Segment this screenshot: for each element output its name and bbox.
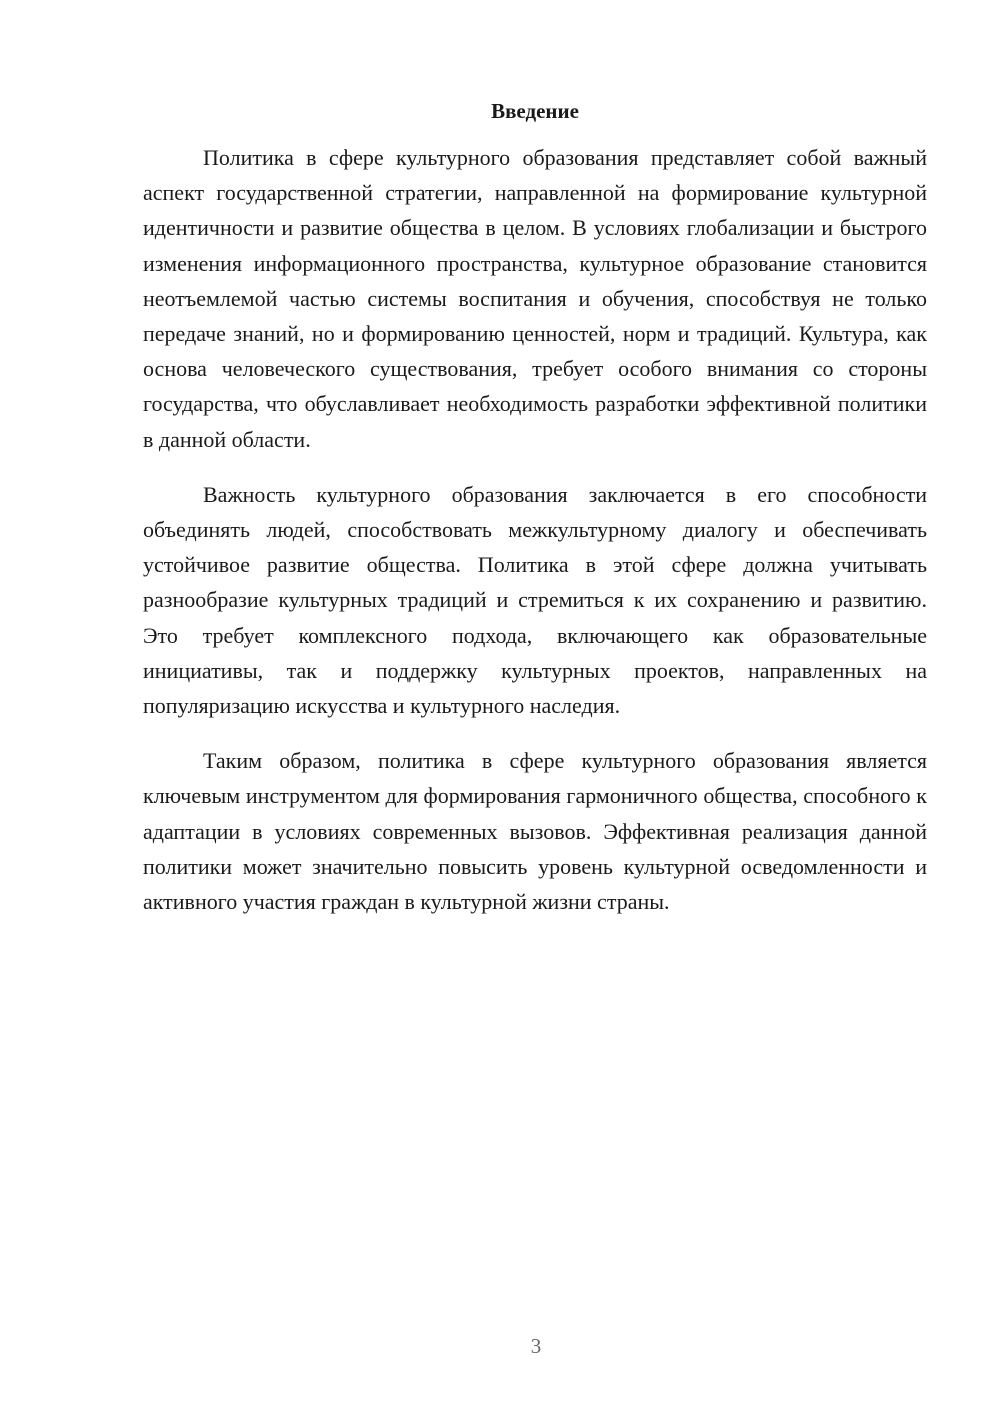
- paragraph-1: Политика в сфере культурного образования представляет собой важный аспект государственной стратегии, направленной на формирование культурной идентичности и развитие общества в целом. В условиях глобализации и быстрого изменения информационного пространства, культурное образование становится неотъемлемой частью системы воспитания и обучения, способствуя не только передаче знаний, но и формированию ценностей, норм и традиций. Культура, как основа человеческого существования, требует особого внимания со стороны государства, что обуславливает необходимость разработки эффективной политики в данной области.: [143, 145, 927, 452]
- paragraph-3: Таким образом, политика в сфере культурного образования является ключевым инструментом для формирования гармоничного общества, способного к адаптации в условиях современных вызовов. Эффективная реализация данной политики может значительно повысить уровень культурной осведомленности и активного участия граждан в культурной жизни страны.: [143, 748, 927, 915]
- page-number: 3: [530, 1334, 542, 1358]
- section-heading: Введение: [491, 99, 579, 123]
- paragraph-2: Важность культурного образования заключается в его способности объединять людей, способствовать межкультурному диалогу и обеспечивать устойчивое развитие общества. Политика в этой сфере должна учитывать разнообразие культурных традиций и стремиться к их сохранению и развитию. Это требует комплексного подхода, включающего как образовательные инициативы, так и поддержку культурных проектов, направленных на популяризацию искусства и культурного наследия.: [143, 481, 927, 719]
- page-content: [143, 96, 927, 939]
